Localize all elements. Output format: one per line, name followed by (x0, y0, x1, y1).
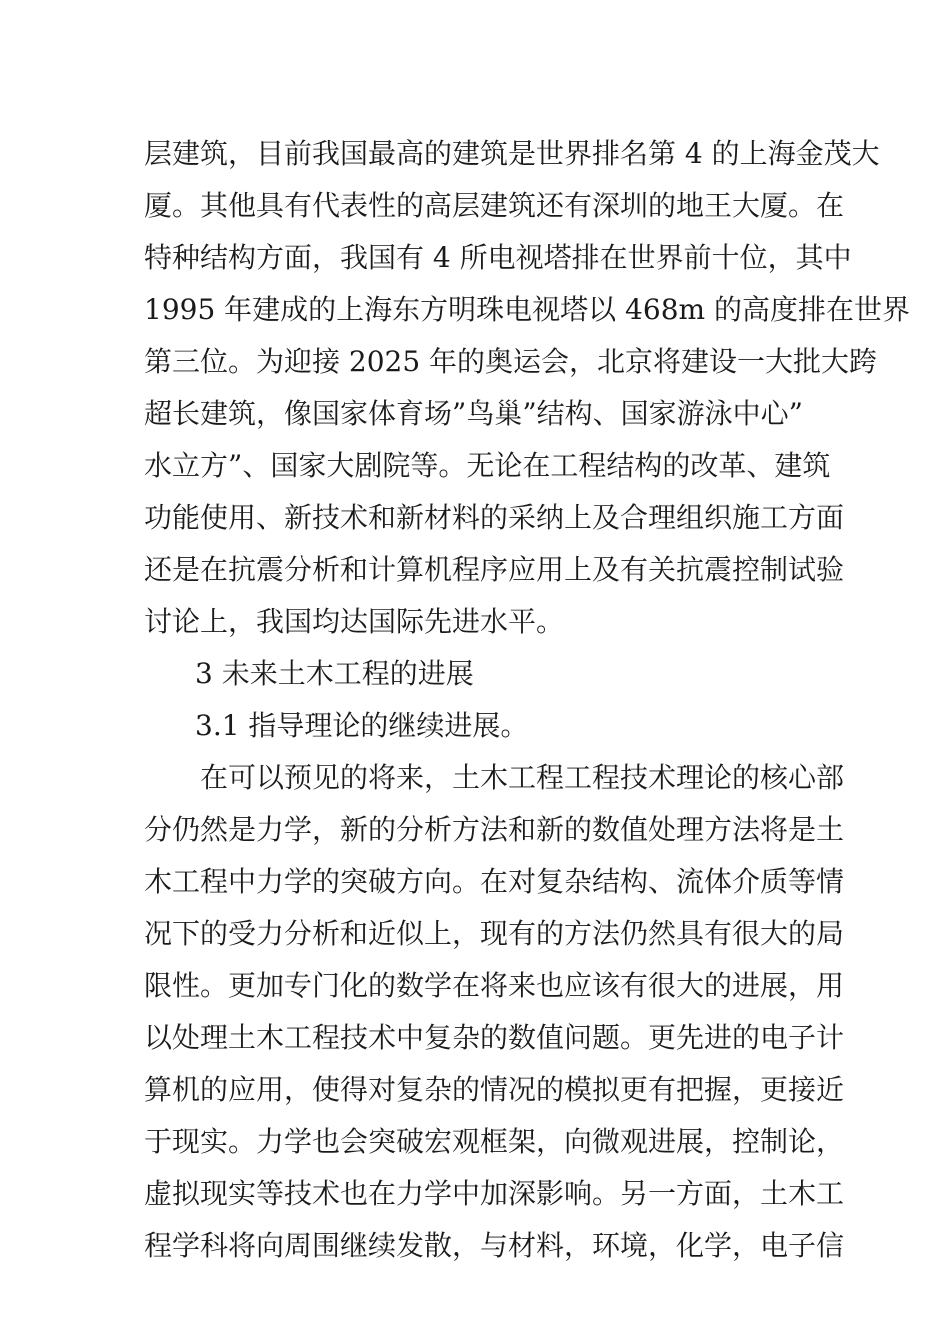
paragraph-line: 层建筑，目前我国最高的建筑是世界排名第 4 的上海金茂大 (144, 137, 880, 170)
paragraph-line: 特种结构方面，我国有 4 所电视塔排在世界前十位，其中 (144, 241, 852, 274)
paragraph-line: 限性。更加专门化的数学在将来也应该有很大的进展，用 (144, 969, 845, 1002)
paragraph-line: 分仍然是力学，新的分析方法和新的数值处理方法将是土 (144, 813, 845, 846)
paragraph-line: 超长建筑，像国家体育场”鸟巢”结构、国家游泳中心” (144, 397, 803, 430)
subsection-heading: 3.1 指导理论的继续进展。 (195, 709, 529, 742)
paragraph-line: 讨论上，我国均达国际先进水平。 (144, 605, 565, 638)
paragraph-line: 功能使用、新技术和新材料的采纳上及合理组织施工方面 (144, 501, 845, 534)
paragraph-line: 况下的受力分析和近似上，现有的方法仍然具有很大的局 (144, 917, 845, 950)
paragraph-line: 第三位。为迎接 2025 年的奥运会，北京将建设一大批大跨 (144, 345, 878, 378)
paragraph-line: 厦。其他具有代表性的高层建筑还有深圳的地王大厦。在 (144, 189, 845, 222)
paragraph-line: 虚拟现实等技术也在力学中加深影响。另一方面，土木工 (144, 1177, 845, 1210)
paragraph-line: 还是在抗震分析和计算机程序应用上及有关抗震控制试验 (144, 553, 845, 586)
section-heading: 3 未来土木工程的进展 (195, 657, 474, 690)
paragraph-line: 程学科将向周围继续发散，与材料，环境，化学，电子信 (144, 1229, 845, 1262)
paragraph-line: 在可以预见的将来，土木工程工程技术理论的核心部 (200, 761, 845, 794)
paragraph-line: 算机的应用，使得对复杂的情况的模拟更有把握，更接近 (144, 1073, 845, 1106)
paragraph-line: 水立方”、国家大剧院等。无论在工程结构的改革、建筑 (144, 449, 831, 482)
paragraph-line: 以处理土木工程技术中复杂的数值问题。更先进的电子计 (144, 1021, 845, 1054)
paragraph-line: 1995 年建成的上海东方明珠电视塔以 468m 的高度排在世界 (144, 293, 910, 326)
paragraph-line: 木工程中力学的突破方向。在对复杂结构、流体介质等情 (144, 865, 845, 898)
paragraph-line: 于现实。力学也会突破宏观框架，向微观进展，控制论， (144, 1125, 845, 1158)
